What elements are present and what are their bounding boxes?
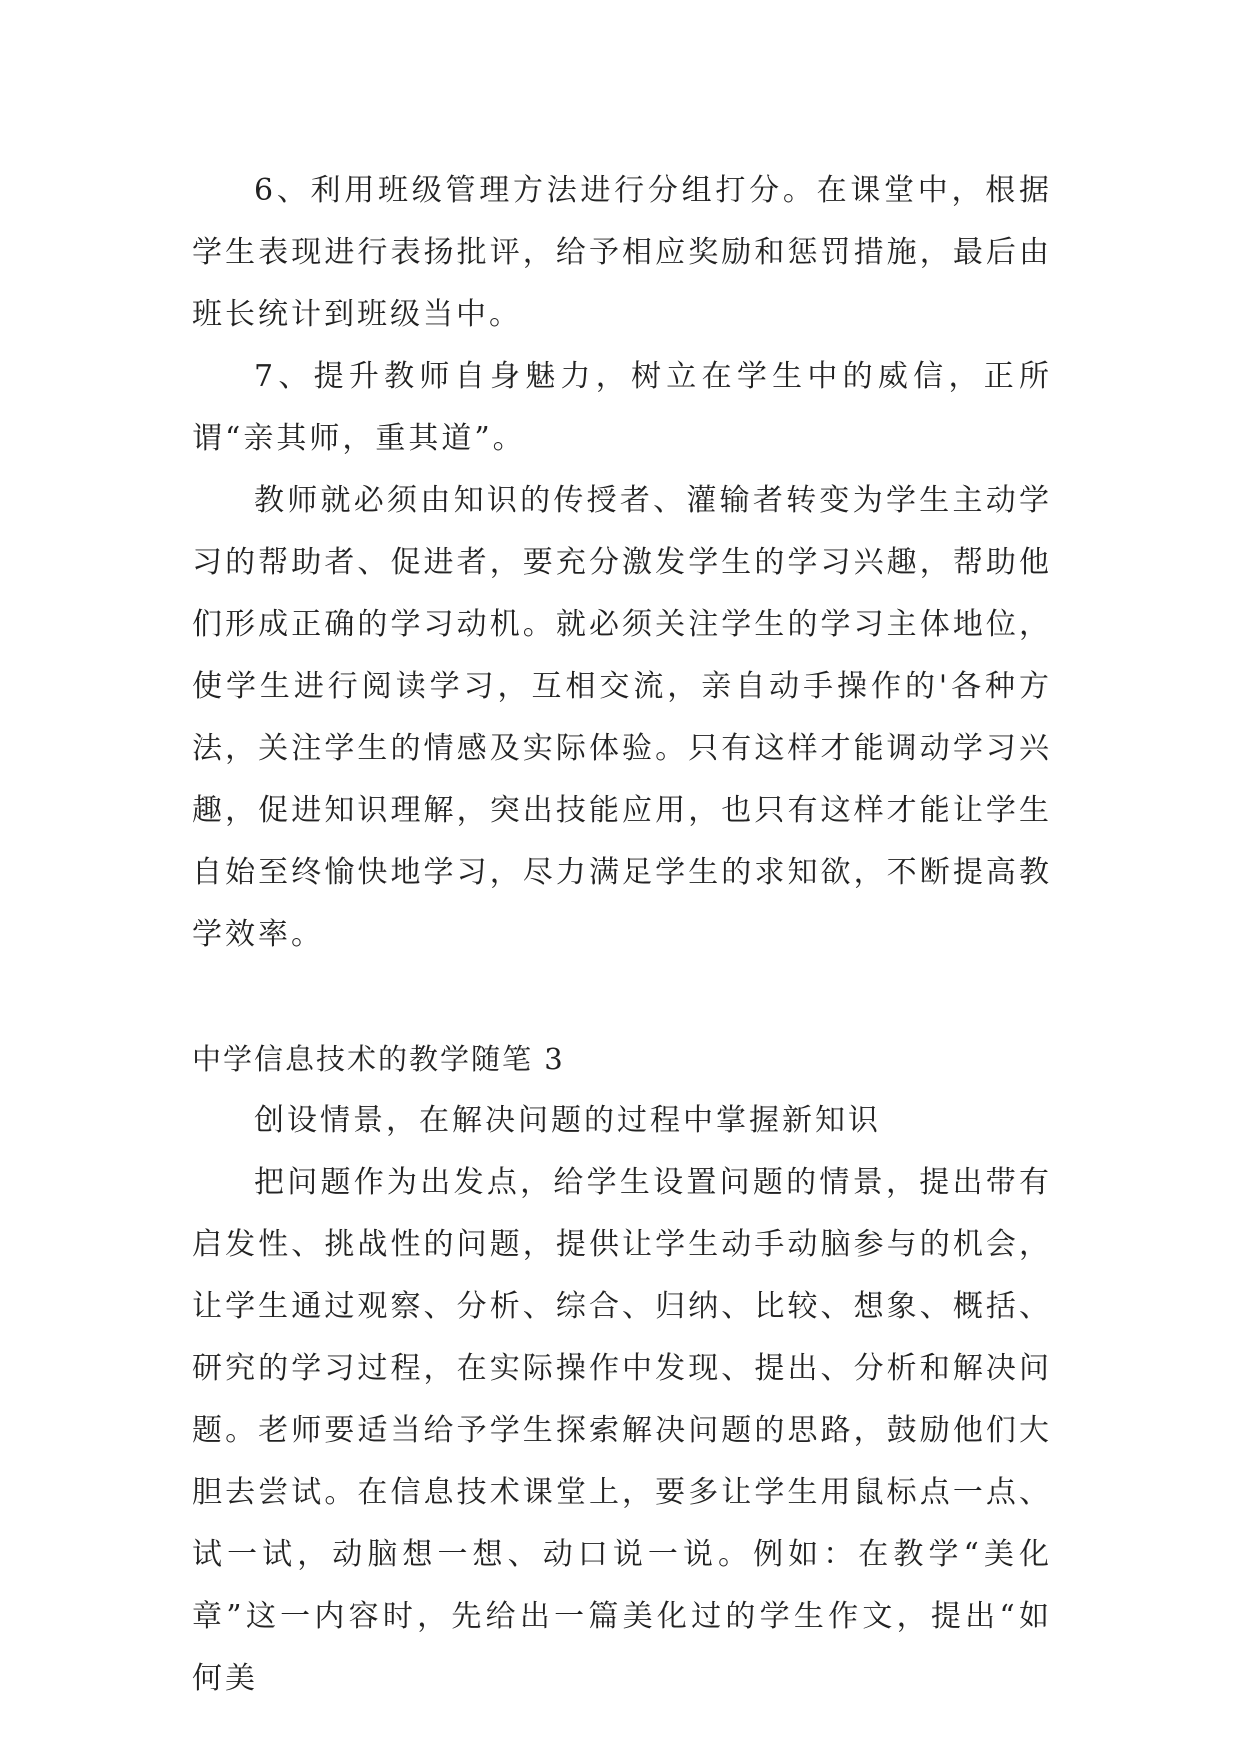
paragraph-item-6: 6、利用班级管理方法进行分组打分。在课堂中，根据学生表现进行表扬批评，给予相应奖励和惩罚措施，最后由班长统计到班级当中。 xyxy=(192,173,1052,332)
paragraph-teacher-role: 教师就必须由知识的传授者、灌输者转变为学生主动学习的帮助者、促进者，要充分激发学生的学习兴趣，帮助他们形成正确的学习动机。就必须关注学生的学习主体地位，使学生进行阅读学习，互相交流，亲自动手操作的'各种方法，关注学生的情感及实际体验。只有这样才能调动学习兴趣，促进知识理解，突出技能应用，也只有这样才能让学生自始至终愉快地学习，尽力满足学生的求知欲，不断提高教学效率。 xyxy=(192,483,1052,952)
paragraph-problem-situation: 把问题作为出发点，给学生设置问题的情景，提出带有启发性、挑战性的问题，提供让学生动手动脑参与的机会，让学生通过观察、分析、综合、归纳、比较、想象、概括、研究的学习过程，在实际操作中发现、提出、分析和解决问题。老师要适当给予学生探索解决问题的思路，鼓励他们大胆去尝试。在信息技术课堂上，要多让学生用鼠标点一点、试一试，动脑想一想、动口说一说。例如：在教学“美化章”这一内容时，先给出一篇美化过的学生作文，提出“如何美 xyxy=(192,1165,1052,1696)
paragraph-subtitle: 创设情景，在解决问题的过程中掌握新知识 xyxy=(254,1103,881,1138)
document-body xyxy=(192,160,1052,1710)
section-heading: 中学信息技术的教学随笔 3 xyxy=(192,1042,565,1076)
paragraph-item-7: 7、提升教师自身魅力，树立在学生中的威信，正所谓“亲其师，重其道”。 xyxy=(192,359,1052,456)
